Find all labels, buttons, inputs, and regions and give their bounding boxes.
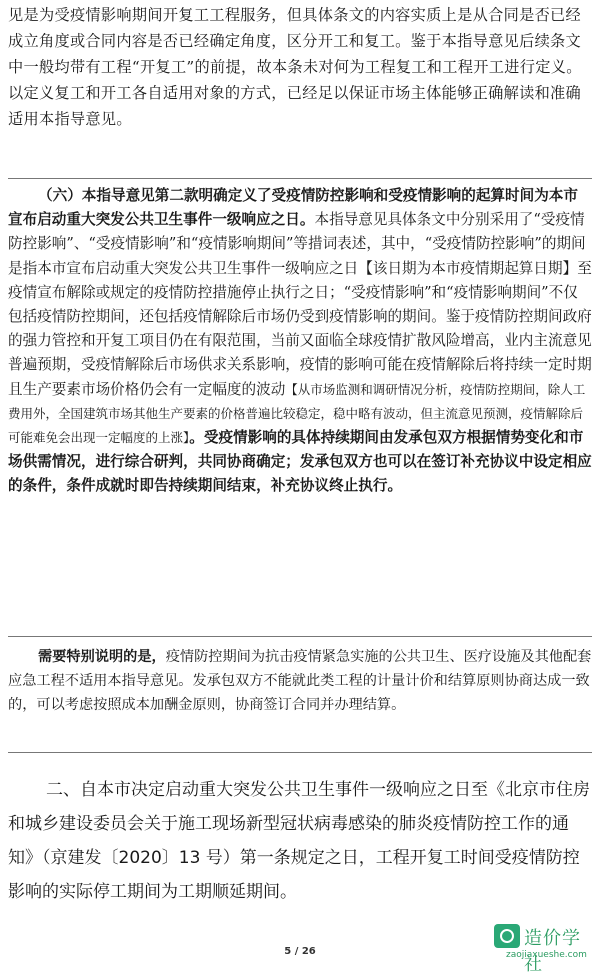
paragraph-3-body: 疫情防控期间为抗击疫情紧急实施的公共卫生、医疗设施及其他配套应急工程不适用本指导意见。发承包双方不能就此类工程的计量计价和结算原则协商达成一致的，可以考虑按照成本加酬金原则，协商签订合同并办理结算。 (8, 649, 592, 713)
watermark-name: 造价学社 (524, 928, 581, 975)
divider-top (8, 178, 592, 179)
watermark (494, 920, 598, 975)
paragraph-2-body-a: 本指导意见具体条文中分别采用了“受疫情防控影响”、“受疫情影响”和“疫情影响期间”等措词表述，其中，“受疫情防控影响”的期间是指本市宣布启动重大突发公共卫生事件一级响应之日 (8, 211, 586, 277)
divider-middle (8, 636, 592, 637)
paragraph-2 (8, 184, 592, 499)
paragraph-3-bold-intro: 需要特别说明的是， (38, 649, 166, 665)
paragraph-2-body-b: 至疫情宣布解除或规定的疫情防控措施停止执行之日；“受疫情影响”和“疫情影响期间”不仅包括疫情防控期间，还包括疫情解除后市场仍受到疫情影响的期间。鉴于疫情防控期间政府的强力管控和开复工项目仍在有限范围，当前又面临全球疫情扩散风险增高，业内主流意见普遍预期，受疫情解除后市场供求关系影响，疫情的影响可能在疫情解除后将持续一定时期且生产要素市场价格仍会有一定幅度的波动 (8, 259, 592, 398)
paragraph-3 (8, 645, 592, 717)
paragraph-1 (8, 2, 592, 132)
page-number: 5 / 26 (284, 946, 316, 957)
paragraph-4-text: 二、自本市决定启动重大突发公共卫生事件一级响应之日至《北京市住房和城乡建设委员会关于施工现场新型冠状病毒感染的肺炎疫情防控工作的通知》（京建发〔2020〕13 号）第一条规定之日，工程开复工时间受疫情防控影响的实际停工期间为工期顺延期间。 (8, 780, 590, 902)
paragraph-4 (8, 773, 592, 909)
paragraph-2-bold-intro: （六）本指导意见第二款明确定义了受疫情防控影响和受疫情影响的起算时间为本市宣布启动重大突发公共卫生事件一级响应之日。 (8, 187, 578, 229)
paragraph-1-text: 见是为受疫情影响期间开复工工程服务，但具体条文的内容实质上是从合同是否已经成立角度或合同内容是否已经确定角度，区分开工和复工。鉴于本指导意见后续条文中一般均带有工程“开复工”的前提，故本条未对何为工程复工和工程开工进行定义。以定义复工和开工各自适用对象的方式，已经足以保证市场主体能够正确解读和准确适用本指导意见。 (8, 6, 582, 128)
paragraph-2-bracket-a: 【该日期为本市疫情期起算日期】 (358, 259, 578, 277)
paragraph-2-bracket-b: 【从市场监测和调研情况分析，疫情防控期间，除人工费用外，全国建筑市场其他生产要素的价格普遍比较稳定，稳中略有波动，但主流意见预测，疫情解除后可能难免会出现一定幅度的上涨】 (8, 381, 586, 446)
watermark-url: zaojiaxueshe.com (506, 950, 587, 960)
divider-bottom (8, 752, 592, 753)
watermark-logo-icon (494, 924, 520, 948)
paragraph-2-bold-end: 。受疫情影响的具体持续期间由发承包双方根据情势变化和市场供需情况，进行综合研判，共同协商确定；发承包双方也可以在签订补充协议中设定相应的条件，条件成就时即告持续期间结束，补充协议终止执行。 (8, 429, 592, 495)
